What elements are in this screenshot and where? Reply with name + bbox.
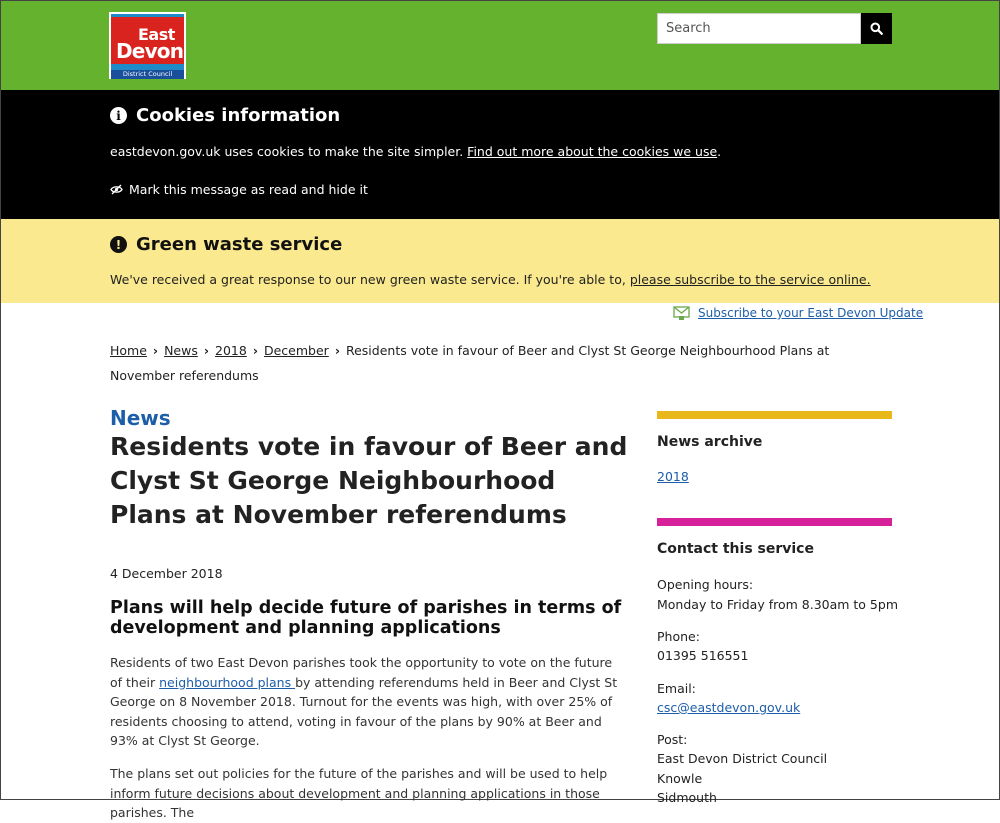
post-line-1: East Devon District Council	[657, 751, 828, 766]
archive-link-2018[interactable]: 2018	[657, 469, 689, 484]
chevron-right-icon: ›	[152, 343, 159, 358]
cookies-message-end: .	[717, 144, 722, 159]
search-icon	[870, 22, 883, 35]
green-waste-notice	[1, 219, 999, 303]
article-paragraph-1	[110, 653, 622, 751]
cookies-heading	[110, 105, 340, 126]
hours-label: Opening hours:	[657, 577, 754, 592]
notice-title: Green waste service	[136, 234, 343, 255]
envelope-icon	[673, 305, 691, 321]
paragraph-1-end: by attending referendums held in Beer and Clyst St George on 8 November 2018. Turnout for the events was high, with over 25% of residents choosing to attend, voting in favour of the plans by 90% at Beer and 93% at Clyst St George.	[110, 674, 618, 748]
hide-cookies-label: Mark this message as read and hide it	[129, 182, 368, 197]
post-line-3: Sidmouth	[657, 790, 717, 805]
paragraph-1-start: Residents of two East Devon parishes took the opportunity to vote on the future of their	[110, 655, 613, 690]
news-archive-title: News archive	[657, 434, 763, 450]
search-input[interactable]	[657, 13, 861, 44]
page-title: Residents vote in favour of Beer and Clyst St George Neighbourhood Plans at November referendums	[110, 432, 628, 529]
cookies-message-text: eastdevon.gov.uk uses cookies to make the site simpler.	[110, 144, 468, 159]
breadcrumb-home[interactable]: Home	[110, 343, 147, 358]
article-subheading: Plans will help decide future of parishes in terms of development and planning applications	[110, 598, 622, 638]
post-line-2: Knowle	[657, 771, 703, 786]
chevron-right-icon: ›	[252, 343, 258, 358]
archive-accent-bar	[657, 411, 892, 419]
breadcrumb-2018[interactable]: 2018	[215, 343, 247, 358]
chevron-right-icon: ›	[334, 343, 340, 358]
exclamation-icon: !	[110, 236, 127, 253]
east-devon-logo[interactable]	[109, 12, 186, 79]
breadcrumb-december[interactable]: December	[263, 343, 329, 358]
contact-accent-bar	[657, 518, 892, 526]
notice-heading	[110, 234, 342, 255]
contact-title: Contact this service	[657, 541, 814, 557]
phone-label: Phone:	[657, 629, 700, 644]
subscribe-update[interactable]	[673, 305, 923, 321]
logo-stripe	[111, 14, 184, 17]
cookies-info-link[interactable]: Find out more about the cookies we use	[467, 144, 718, 159]
article-paragraph-2: The plans set out policies for the future of the parishes and will be used to help inform future decisions about development and planning applications in those parishes. The	[110, 766, 608, 820]
breadcrumb-news[interactable]: News	[164, 343, 198, 358]
notice-subscribe-link[interactable]: please subscribe to the service online.	[629, 272, 871, 287]
phone-value: 01395 516551	[657, 648, 749, 663]
search-placeholder: Search	[666, 21, 711, 36]
info-icon: i	[110, 107, 127, 124]
section-label: News	[110, 406, 171, 430]
logo-line-3: District Council	[111, 70, 184, 79]
breadcrumb	[110, 338, 880, 388]
neighbourhood-plans-link[interactable]: neighbourhood plans	[159, 674, 296, 690]
cookies-banner	[1, 90, 999, 219]
hide-cookies-button[interactable]	[110, 182, 368, 197]
search-button[interactable]	[861, 13, 892, 44]
subscribe-link[interactable]: Subscribe to your East Devon Update	[698, 306, 924, 320]
logo-line-2: Devon	[116, 39, 184, 63]
eye-slash-icon	[110, 184, 123, 195]
breadcrumb-current: Residents vote in favour of Beer and Clyst St George Neighbourhood Plans at November referendums	[110, 343, 830, 383]
email-link[interactable]: csc@eastdevon.gov.uk	[657, 700, 801, 715]
email-label: Email:	[657, 681, 696, 696]
post-label: Post:	[657, 732, 688, 747]
cookies-title: Cookies information	[136, 105, 341, 126]
hours-value: Monday to Friday from 8.30am to 5pm	[657, 597, 898, 612]
notice-message	[110, 272, 871, 287]
cookies-message	[110, 144, 721, 159]
logo-line-1: East	[138, 25, 175, 44]
notice-message-text: We've received a great response to our new green waste service. If you're able to,	[110, 272, 630, 287]
chevron-right-icon: ›	[203, 343, 210, 358]
article-date: 4 December 2018	[110, 566, 223, 581]
